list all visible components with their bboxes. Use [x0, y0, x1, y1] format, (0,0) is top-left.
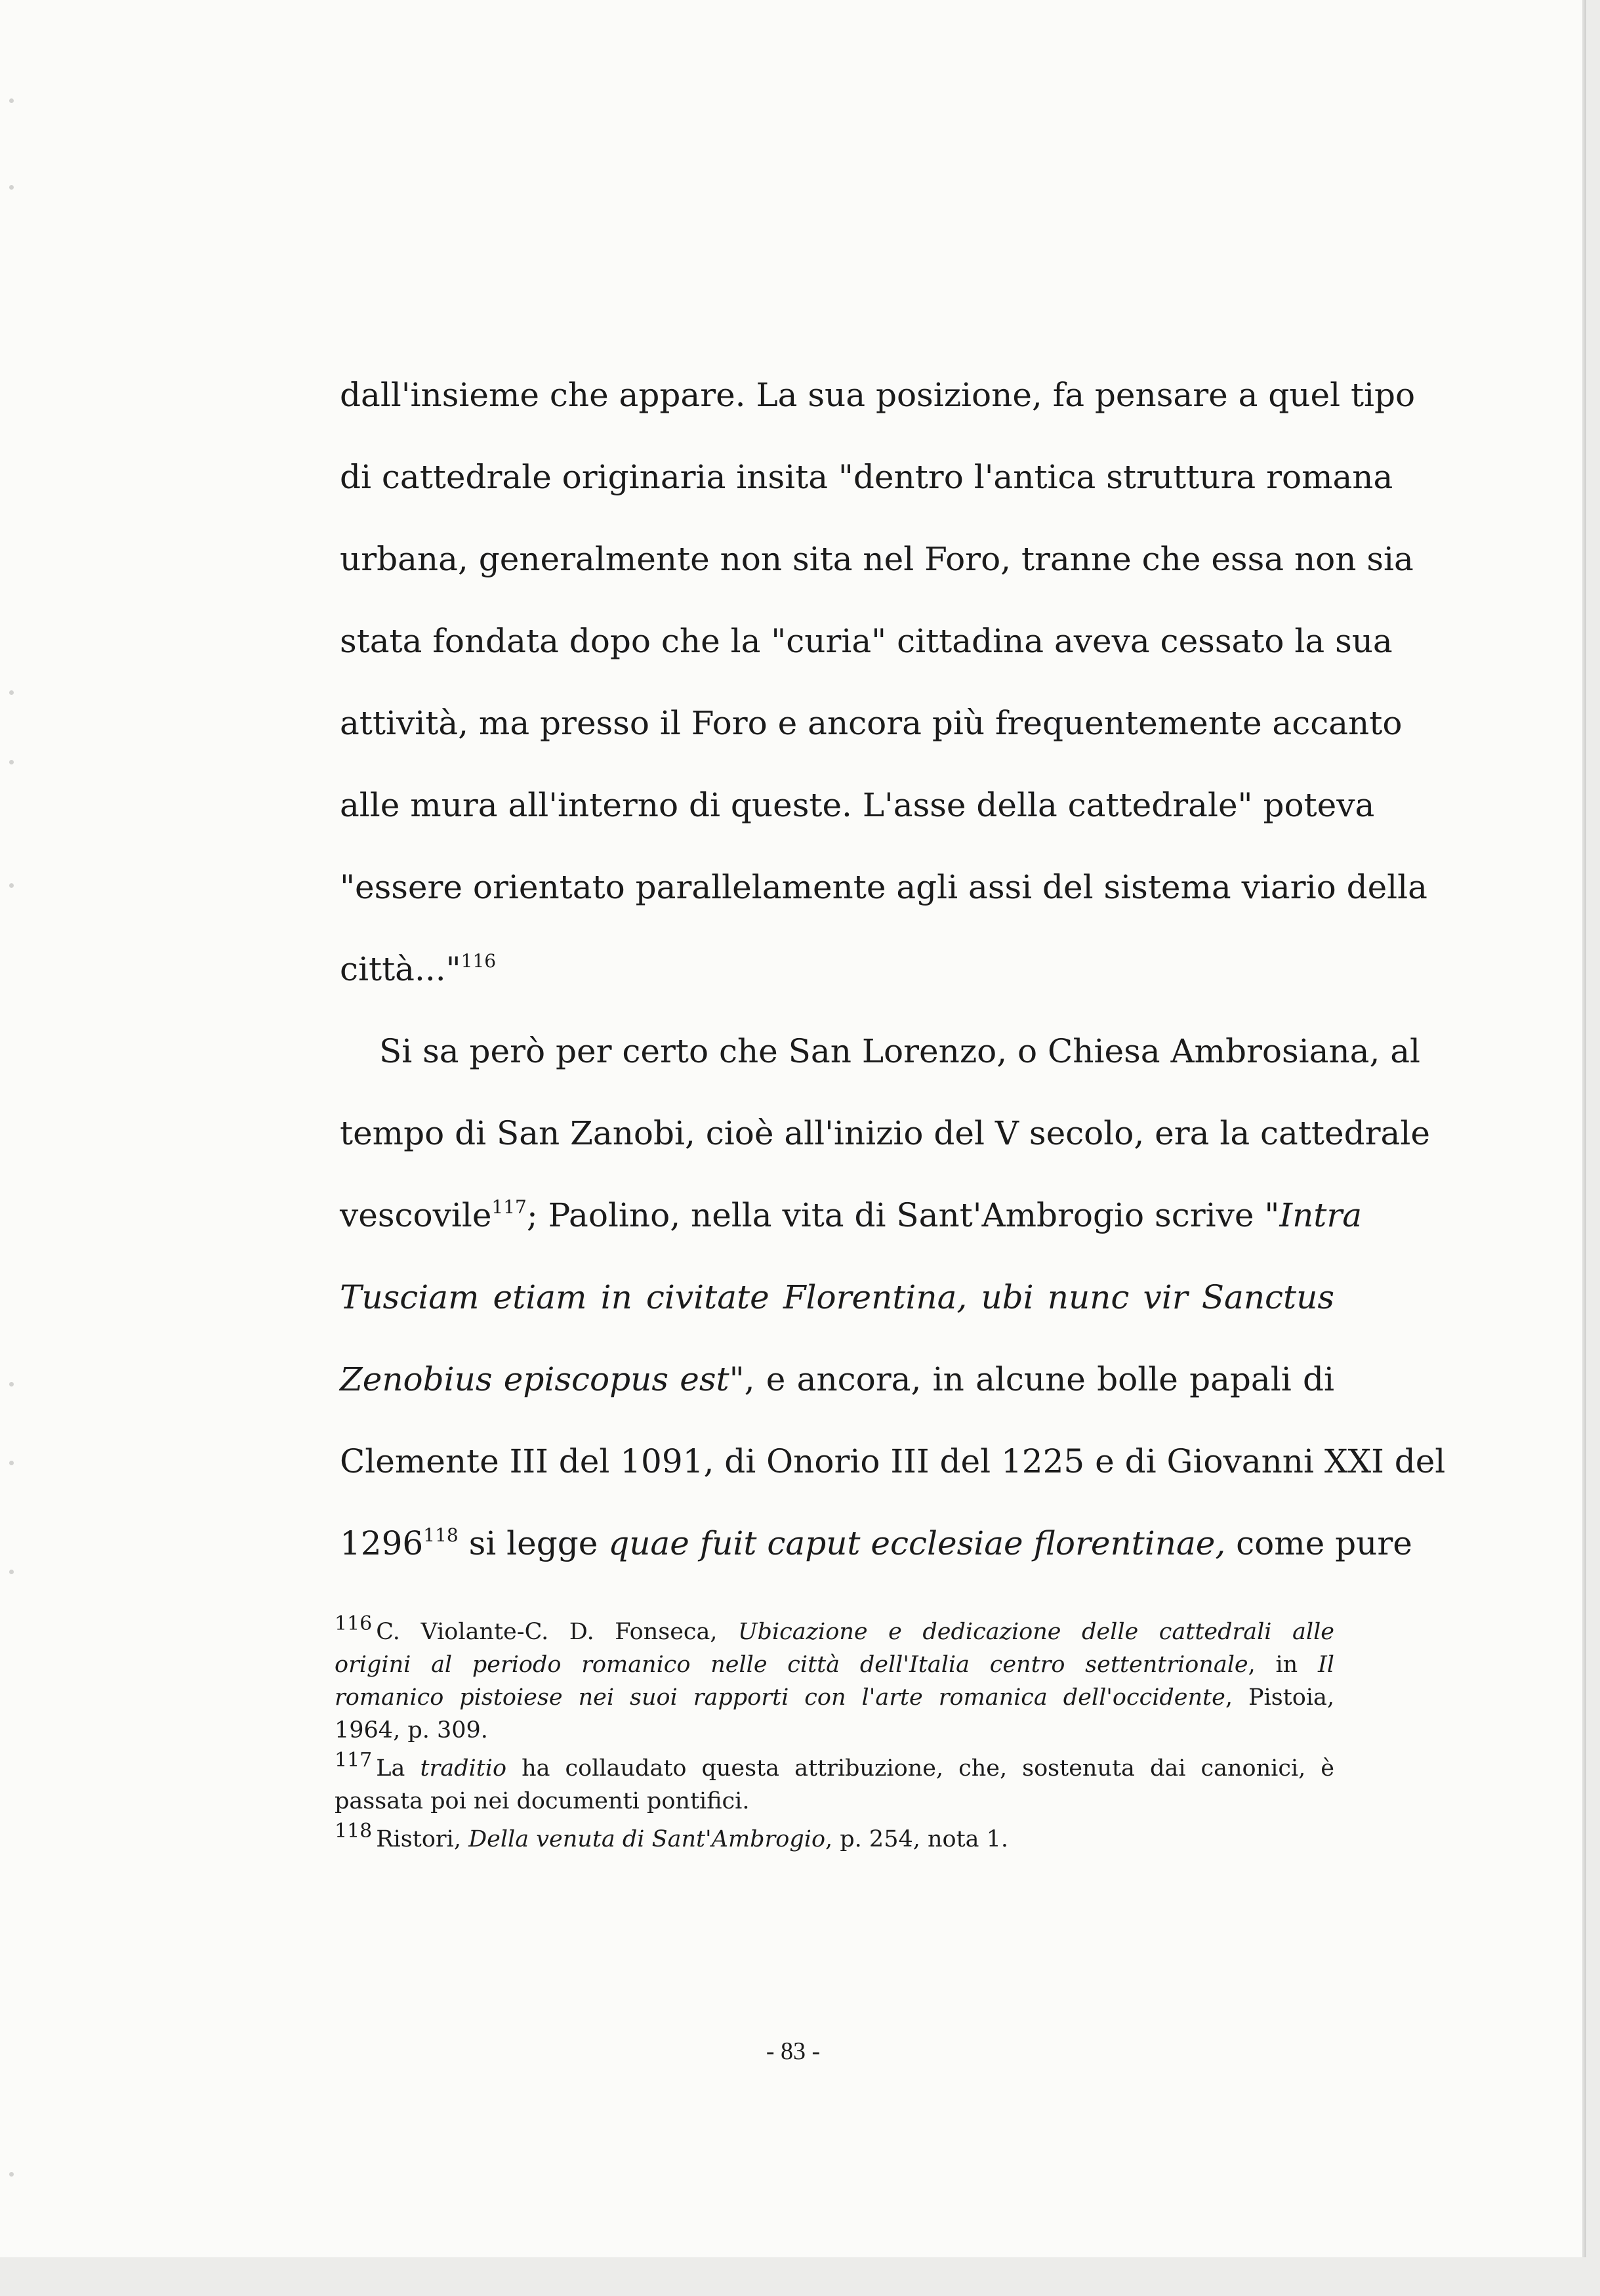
punch-hole-mark [9, 1570, 14, 1574]
footnote-line: 1964, p. 309. [335, 1717, 488, 1743]
body-text-run: 1296 [340, 1524, 424, 1562]
body-text-run: come pure [1225, 1524, 1412, 1562]
body-text-run: ", e ancora, in alcune bolle papali di [729, 1360, 1334, 1398]
footnote-line [335, 1648, 1334, 1681]
body-line [340, 1175, 1363, 1257]
footnote-title: traditio [420, 1755, 507, 1782]
body-line: urbana, generalmente non sita nel Foro, tranne che essa non sia [340, 540, 1414, 578]
body-line: di cattedrale originaria insita "dentro l'antica struttura romana [340, 458, 1393, 496]
page-number: - 83 - [766, 2037, 821, 2065]
body-line: Clemente III del 1091, di Onorio III del 1225 e di Giovanni XXI del [340, 1442, 1446, 1480]
footnote-reference-117: 117 [491, 1196, 527, 1218]
body-line [340, 1503, 1412, 1585]
punch-hole-mark [9, 2172, 14, 2177]
footnote-line [335, 1749, 1335, 1785]
footnote-number: 118 [335, 1820, 373, 1843]
footnote-title: Il [1317, 1652, 1334, 1678]
body-line [340, 929, 1334, 1011]
footnote-117 [335, 1749, 1335, 1818]
footnote-line [335, 1820, 1334, 1856]
footnote-reference-116: 116 [461, 950, 497, 972]
footnote-line: passata poi nei documenti pontifici. [335, 1788, 750, 1814]
body-line: Si sa però per certo che San Lorenzo, o Chiesa Ambrosiana, al [379, 1032, 1421, 1070]
footnote-text: ha collaudato questa attribuzione, che, sostenuta dai canonici, è [506, 1755, 1335, 1782]
body-line: attività, ma presso il Foro e ancora più frequentemente accanto [340, 704, 1403, 742]
body-text-run: città..." [340, 950, 461, 988]
footnote-text: Ristori, [376, 1826, 469, 1852]
body-line [340, 1339, 1334, 1421]
latin-quote: Tusciam etiam in civitate Florentina, ubi nunc vir Sanctus [340, 1278, 1334, 1316]
punch-hole-mark [9, 98, 14, 103]
footnote-title: romanico pistoiese nei suoi rapporti con l'arte romanica dell'occidente [335, 1684, 1225, 1711]
body-line: tempo di San Zanobi, cioè all'inizio del V secolo, era la cattedrale [340, 1114, 1430, 1152]
punch-hole-mark [9, 1382, 14, 1387]
footnote-number: 117 [335, 1749, 373, 1772]
punch-hole-mark [9, 690, 14, 695]
footnote-text: C. Violante-C. D. Fonseca, [376, 1619, 739, 1645]
footnote-text: , p. 254, nota 1. [825, 1826, 1009, 1852]
punch-hole-mark [9, 185, 14, 190]
punch-hole-mark [9, 883, 14, 888]
footnote-text: La [376, 1755, 421, 1782]
footnotes [335, 1612, 1335, 1861]
footnote-title: Della venuta di Sant'Ambrogio [468, 1826, 826, 1852]
latin-quote: Zenobius episcopus est [340, 1360, 729, 1398]
footnote-line [335, 1612, 1334, 1648]
punch-hole-mark [9, 1461, 14, 1465]
footnote-text: , in [1248, 1652, 1318, 1678]
footnote-number: 116 [335, 1612, 373, 1635]
footnote-118 [335, 1820, 1334, 1856]
body-line: alle mura all'interno di queste. L'asse della cattedrale" poteva [340, 786, 1375, 824]
latin-quote: quae fuit caput ecclesiae florentinae, [608, 1524, 1226, 1562]
body-text-run: si legge [458, 1524, 609, 1562]
footnote-text: , Pistoia, [1225, 1684, 1334, 1711]
footnote-title: origini al periodo romanico nelle città dell'Italia centro settentrionale [335, 1652, 1248, 1678]
body-line: dall'insieme che appare. La sua posizione, fa pensare a quel tipo [340, 376, 1416, 414]
body-line: stata fondata dopo che la "curia" cittadina aveva cessato la sua [340, 622, 1393, 660]
body-line: "essere orientato parallelamente agli assi del sistema viario della [340, 868, 1427, 906]
footnote-title: Ubicazione e dedicazione delle cattedrali alle [738, 1619, 1334, 1645]
punch-hole-mark [9, 760, 14, 764]
body-text-run: vescovile [340, 1196, 492, 1234]
body-text-run: ; Paolino, nella vita di Sant'Ambrogio scrive " [526, 1196, 1280, 1234]
footnote-116 [335, 1612, 1334, 1747]
body-text [340, 354, 1446, 1585]
footnote-line [335, 1681, 1334, 1714]
latin-quote: Intra [1279, 1196, 1363, 1234]
footnote-reference-118: 118 [423, 1524, 459, 1546]
